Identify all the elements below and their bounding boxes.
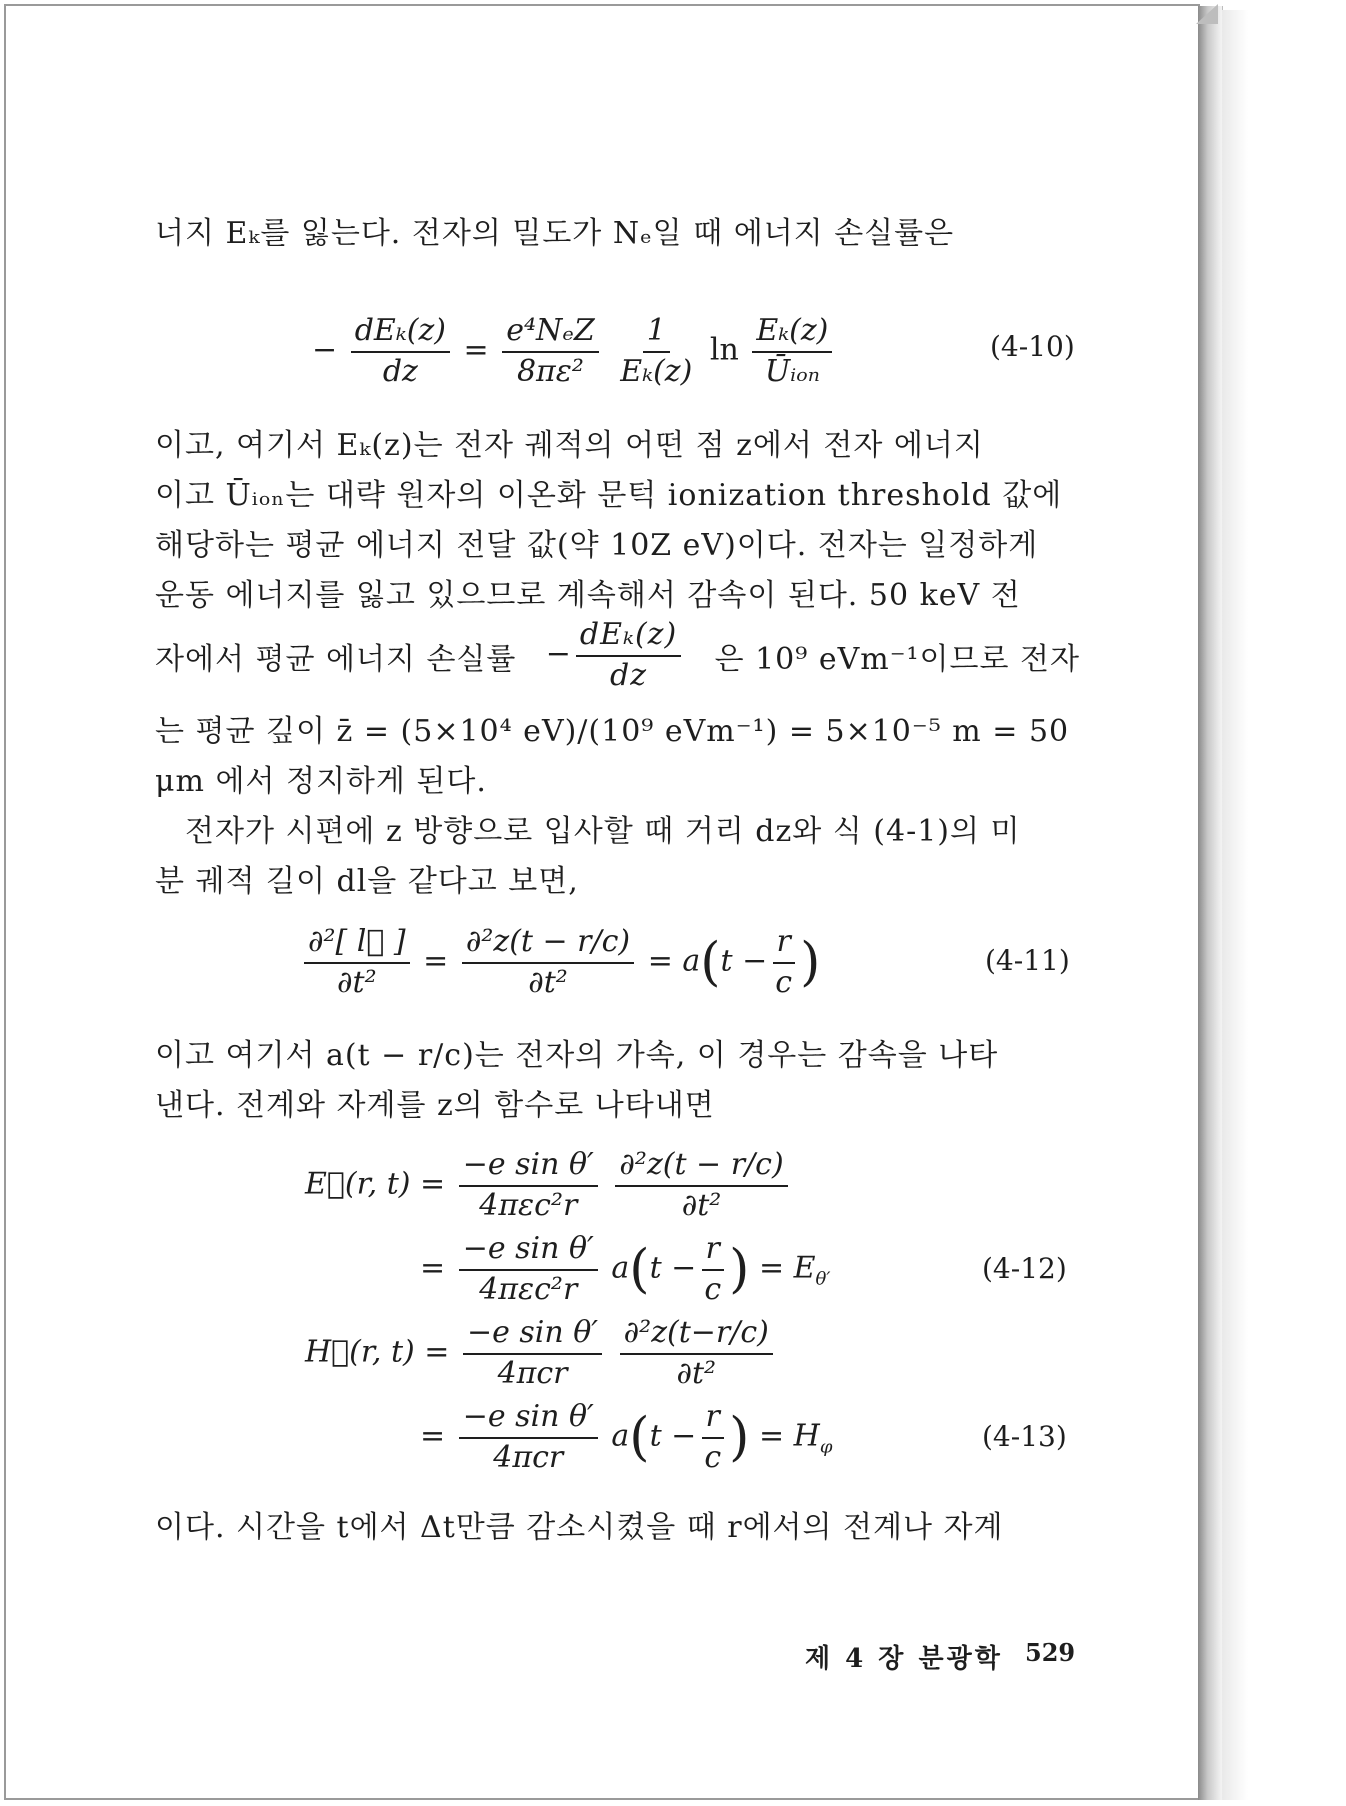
equation-4-12-line-1 (305, 1148, 792, 1223)
inline-derivative (546, 618, 685, 693)
page-shadow (1222, 10, 1248, 1800)
equation-number-4-11: (4-11) (985, 944, 1070, 977)
ln-operator: ln (709, 332, 739, 368)
denominator: ∂t² (681, 1187, 722, 1223)
eq-rhs: = E (758, 1250, 816, 1286)
denominator: 4πcr (497, 1355, 568, 1391)
fraction (616, 314, 696, 389)
numerator: −e sin θ′ (459, 1232, 598, 1271)
fraction (351, 314, 450, 389)
fraction (459, 1232, 598, 1307)
fraction (463, 1316, 602, 1391)
text-line-1: 너지 Eₖ를 잃는다. 전자의 밀도가 Nₑ일 때 에너지 손실률은 (155, 216, 955, 251)
denominator: dz (610, 657, 648, 693)
text-line-9: 전자가 시편에 z 방향으로 입사할 때 거리 dz와 식 (4-1)의 미 (185, 814, 1021, 849)
fraction (576, 618, 681, 693)
text-line-2: 이고, 여기서 Eₖ(z)는 전자 궤적의 어떤 점 z에서 전자 에너지 (155, 428, 984, 463)
fraction (615, 1148, 787, 1223)
equation-4-13-line-2: = $\frac{\text{−e sin θ′}}{\text{4πcr}}$ a(t − $\frac{r}{c}$ ) = $H_\varphi$ (420, 1399, 833, 1475)
denominator: 4πcr (493, 1439, 564, 1475)
numerator: Eₖ(z) (752, 314, 832, 353)
fraction (700, 1400, 725, 1475)
equation-4-11: $\frac{\text{∂²[ l⃗ ]}}{\text{∂t²}}$ = $\frac{\text{∂²z(t − r/c)}}{\text{∂t²}}$ = a(t − $\frac{r}{c}$ ) (300, 925, 820, 1000)
fraction (462, 925, 634, 1000)
eq-equals: = (420, 1418, 446, 1454)
denominator: 4πεc²r (479, 1271, 578, 1307)
text-line-13: 이다. 시간을 t에서 Δt만큼 감소시켰을 때 r에서의 전계나 자계 (155, 1510, 1004, 1545)
numerator: e⁴NₑZ (502, 314, 599, 353)
text-line-6 (155, 618, 1080, 693)
equation-4-13-line-1 (305, 1316, 777, 1391)
fraction (459, 1148, 598, 1223)
denominator: c (704, 1271, 722, 1307)
fraction (620, 1316, 773, 1391)
eq-equals: = (463, 332, 489, 368)
numerator: −e sin θ′ (459, 1400, 598, 1439)
numerator: r (773, 925, 795, 964)
eq-term: a (611, 1418, 630, 1454)
eq-lhs: H⃗(r, t) = (305, 1334, 450, 1370)
numerator: 1 (643, 314, 670, 353)
numerator: r (702, 1232, 724, 1271)
page-corner (1196, 4, 1218, 24)
text-line-7: 는 평균 깊이 z̄ = (5×10⁴ eV)/(10⁹ eVm⁻¹) = 5×10⁻⁵ m = 50 (155, 714, 1070, 749)
fraction (459, 1400, 598, 1475)
text-line-11: 이고 여기서 a(t − r/c)는 전자의 가속, 이 경우는 감속을 나타 (155, 1038, 999, 1073)
eq-lhs: E⃗(r, t) = (305, 1166, 446, 1202)
denominator: 8πε² (516, 353, 584, 389)
numerator: ∂²[ l⃗ ] (304, 925, 410, 964)
equation-number-4-12: (4-12) (982, 1252, 1067, 1285)
fraction (502, 314, 599, 389)
numerator: dEₖ(z) (351, 314, 450, 353)
fraction (752, 314, 832, 389)
page-stack-edge (1198, 6, 1223, 1800)
text-line-8: μm 에서 정지하게 된다. (155, 764, 487, 799)
text-line-12: 낸다. 전계와 자계를 z의 함수로 나타내면 (155, 1088, 715, 1123)
numerator: −e sin θ′ (459, 1148, 598, 1187)
eq-subscript: θ′ (815, 1268, 831, 1290)
eq-minus: − (545, 636, 572, 672)
eq-minus: − (312, 332, 338, 368)
text-line-5: 운동 에너지를 잃고 있으므로 계속해서 감속이 된다. 50 keV 전 (155, 578, 1021, 613)
numerator: r (702, 1400, 724, 1439)
numerator: −e sin θ′ (463, 1316, 602, 1355)
text-line-3: 이고 Ūᵢₒₙ는 대략 원자의 이온화 문턱 ionization threshold 값에 (155, 478, 1063, 513)
numerator: ∂²z(t − r/c) (615, 1148, 787, 1187)
denominator: ∂t² (676, 1355, 717, 1391)
eq-term: t − (720, 943, 768, 979)
numerator: ∂²z(t−r/c) (620, 1316, 773, 1355)
denominator: ∂t² (528, 964, 568, 1000)
denominator: Eₖ(z) (620, 353, 693, 389)
denominator: Ūᵢₒₙ (764, 353, 820, 389)
eq-subscript: φ (819, 1436, 833, 1458)
denominator: 4πεc²r (479, 1187, 578, 1223)
text-line-10: 분 궤적 길이 dl을 같다고 보면, (155, 864, 579, 899)
eq-term: = a (647, 943, 701, 979)
eq-term: t − (649, 1418, 697, 1454)
equation-4-10 (312, 314, 836, 389)
eq-equals: = (420, 1250, 446, 1286)
denominator: c (775, 964, 793, 1000)
eq-term: a (611, 1250, 630, 1286)
page-number: 529 (1025, 1638, 1076, 1667)
equation-4-12-line-2: = $\frac{\text{−e sin θ′}}{\text{4πεc²r}}$ a(t − $\frac{r}{c}$ ) = $E_{\theta'}$ (420, 1231, 831, 1307)
text-line-4: 해당하는 평균 에너지 전달 값(약 10Z eV)이다. 전자는 일정하게 (155, 528, 1039, 563)
numerator: ∂²z(t − r/c) (462, 925, 634, 964)
equation-number-4-13: (4-13) (982, 1420, 1067, 1453)
fraction (700, 1232, 725, 1307)
eq-term: t − (649, 1250, 697, 1286)
fraction (771, 925, 796, 1000)
denominator: c (704, 1439, 722, 1475)
equation-number-4-10: (4-10) (990, 330, 1075, 363)
eq-rhs: = H (758, 1418, 820, 1454)
eq-equals: = (423, 943, 449, 979)
fraction (304, 925, 410, 1000)
chapter-footer: 제 4 장 분광학 (805, 1644, 1003, 1674)
denominator: ∂t² (337, 964, 377, 1000)
denominator: dz (382, 353, 418, 389)
numerator: dEₖ(z) (576, 618, 681, 657)
line-6-end: 은 10⁹ eVm⁻¹이므로 전자 (714, 641, 1080, 677)
line-6-start: 자에서 평균 에너지 손실률 (155, 641, 517, 677)
